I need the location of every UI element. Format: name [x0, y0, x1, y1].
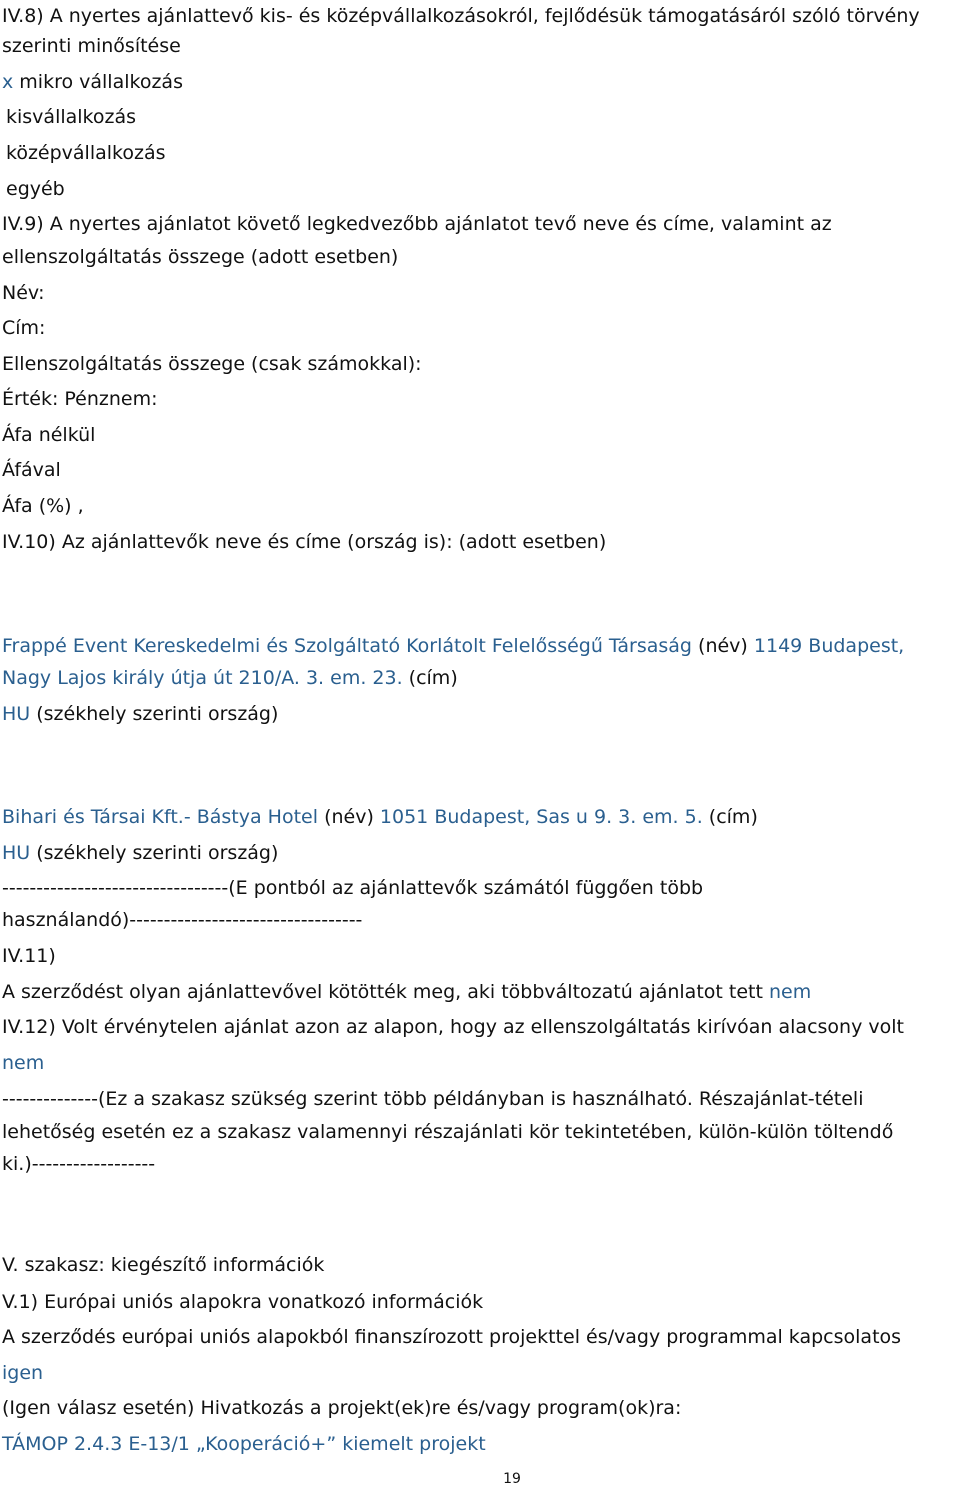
bidder1-address-cont: Nagy Lajos király útja út 210/A. 3. em. 23. — [2, 667, 403, 689]
section-iv10-heading: IV.10) Az ajánlattevők neve és címe (ország is): (adott esetben) — [2, 531, 607, 553]
option-label: mikro vállalkozás — [19, 71, 183, 93]
bidder1-country: HU — [2, 703, 31, 725]
bidder2-country: HU — [2, 842, 31, 864]
field-afa-nelkul: Áfa nélkül — [2, 424, 96, 446]
section-iv11-question — [2, 980, 811, 1004]
field-afa-pct: Áfa (%) , — [2, 495, 84, 517]
field-ertek: Érték: Pénznem: — [2, 388, 158, 410]
bidder1-address: 1149 Budapest, — [753, 635, 905, 657]
selected-mark: x — [2, 71, 14, 93]
field-osszeg: Ellenszolgáltatás összege (csak számokkal): — [2, 353, 422, 375]
section-v1-ref-value: TÁMOP 2.4.3 E-13/1 „Kooperáció+” kiemelt projekt — [2, 1433, 486, 1455]
bidder1-line — [2, 634, 904, 658]
section-v1-question: A szerződés európai uniós alapokból finanszírozott projekttel és/vagy programmal kapcsolatos — [2, 1326, 902, 1348]
country-tag: (székhely szerinti ország) — [36, 703, 279, 725]
field-afaval: Áfával — [2, 459, 61, 481]
answer-value: nem — [768, 981, 812, 1003]
section-iv9-heading-cont: ellenszolgáltatás összege (adott esetben) — [2, 246, 399, 268]
field-cim: Cím: — [2, 317, 46, 339]
section-v1-heading: V.1) Európai uniós alapokra vonatkozó információk — [2, 1291, 484, 1313]
section-iv12-note: --------------(Ez a szakasz szükség szerint több példányban is használható. Részajánlat-tételi — [2, 1088, 864, 1110]
name-tag: (név) — [698, 635, 748, 657]
bidder2-address: 1051 Budapest, Sas u 9. 3. em. 5. — [379, 806, 703, 828]
section-iv11-heading: IV.11) — [2, 945, 56, 967]
bidder1-name: Frappé Event Kereskedelmi és Szolgáltató Korlátolt Felelősségű Társaság — [2, 635, 692, 657]
section-iv12-answer: nem — [2, 1052, 45, 1074]
option-kozep: középvállalkozás — [6, 142, 166, 164]
section-iv10-note-cont: használandó)---------------------------------- — [2, 909, 363, 931]
section-iv9-heading: IV.9) A nyertes ajánlatot követő legkedvezőbb ajánlatot tevő neve és címe, valamint az — [2, 213, 832, 235]
section-iv12-note-cont: lehetőség esetén ez a szakasz valamennyi részajánlati kör tekintetében, külön-külön töltendő — [2, 1121, 894, 1143]
page-number: 19 — [503, 1471, 521, 1487]
field-nev: Név: — [2, 282, 45, 304]
option-mikro — [2, 70, 183, 94]
country-tag: (székhely szerinti ország) — [36, 842, 279, 864]
section-iv12-question: IV.12) Volt érvénytelen ajánlat azon az alapon, hogy az ellenszolgáltatás kirívóan alacsony volt — [2, 1016, 904, 1038]
name-tag: (név) — [324, 806, 374, 828]
option-egyeb: egyéb — [6, 178, 65, 200]
bidder2-country-line — [2, 841, 278, 865]
address-tag: (cím) — [408, 667, 458, 689]
section-v1-ref-label: (Igen válasz esetén) Hivatkozás a projekt(ek)re és/vagy program(ok)ra: — [2, 1397, 682, 1419]
section-v1-answer: igen — [2, 1362, 44, 1384]
option-kis: kisvállalkozás — [6, 106, 137, 128]
bidder2-line — [2, 805, 758, 829]
question-text: A szerződést olyan ajánlattevővel kötötték meg, aki többváltozatú ajánlatot tett — [2, 981, 763, 1003]
section-iv12-note-end: ki.)------------------ — [2, 1153, 156, 1175]
bidder2-name: Bihari és Társai Kft.- Bástya Hotel — [2, 806, 319, 828]
address-tag: (cím) — [708, 806, 758, 828]
section-v-heading: V. szakasz: kiegészítő információk — [2, 1254, 325, 1276]
section-iv10-note: ---------------------------------(E pontból az ajánlattevők számától függően több — [2, 877, 704, 899]
bidder1-country-line — [2, 702, 278, 726]
bidder1-line-2 — [2, 666, 458, 690]
section-iv8-heading-cont: szerinti minősítése — [2, 35, 181, 57]
section-iv8-heading: IV.8) A nyertes ajánlattevő kis- és középvállalkozásokról, fejlődésük támogatásáról szóló törvény — [2, 5, 920, 27]
